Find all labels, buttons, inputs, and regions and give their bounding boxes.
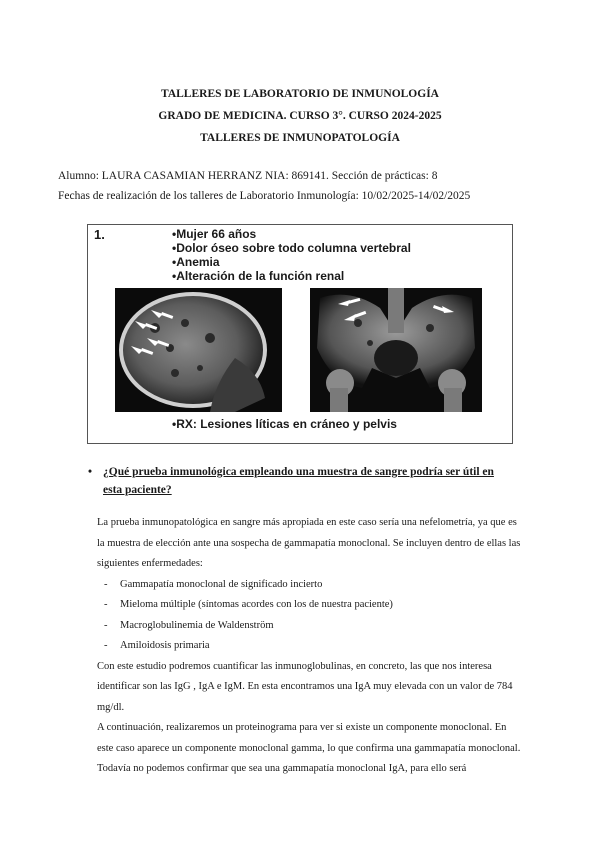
list-item: - Gammapatía monoclonal de significado incierto: [104, 578, 323, 590]
bullet-icon: •: [88, 466, 93, 478]
header-course: GRADO DE MEDICINA. CURSO 3°. CURSO 2024-2025: [158, 110, 442, 122]
answer-paragraph: Con este estudio podremos cuantificar las inmunoglobulinas, en concreto, las que nos interesa identificar son las IgG , IgA e IgM. En esta encontramos una IgA muy elevada con un valor de 784 mg/dl.: [97, 660, 513, 713]
header-subtitle: TALLERES DE INMUNOPATOLOGÍA: [200, 132, 400, 144]
list-item: - Macroglobulinemia de Waldenström: [104, 619, 274, 631]
disease-list: [97, 575, 522, 657]
clinical-case-box: [87, 224, 513, 444]
answer-body: [97, 513, 522, 780]
answer-paragraph: La prueba inmunopatológica en sangre más apropiada en este caso sería una nefelometría, ya que es la muestra de elección ante una sospecha de gammapatía monoclonal. Se incluyen dentro de ellas las siguientes enfermedades:: [97, 517, 521, 569]
symptom-item: •Alteración de la función renal: [172, 269, 345, 283]
symptom-item: •Dolor óseo sobre todo columna vertebral: [172, 241, 411, 255]
symptom-item: •Anemia: [172, 255, 220, 269]
pelvis-xray-image: [310, 288, 482, 412]
student-name-line: Alumno: LAURA CASAMIAN HERRANZ NIA: 869141. Sección de prácticas: 8: [58, 170, 438, 182]
symptom-list: [172, 227, 411, 283]
document-header: [0, 83, 600, 149]
symptom-item: •Mujer 66 años: [172, 227, 257, 241]
skull-xray-image: [115, 288, 282, 412]
xray-caption: •RX: Lesiones líticas en cráneo y pelvis: [172, 417, 397, 431]
answer-paragraph: A continuación, realizaremos un proteinograma para ver si existe un componente monoclonal. En este caso aparece un componente monoclonal gamma, lo que confirma una gammapatía monoclonal.: [97, 722, 521, 754]
workshop-dates-line: Fechas de realización de los talleres de Laboratorio Inmunología: 10/02/2025-14/02/2025: [58, 190, 471, 202]
list-item: - Amiloidosis primaria: [104, 640, 210, 651]
student-info: [58, 166, 528, 206]
answer-paragraph: Todavía no podemos confirmar que sea una gammapatía monoclonal IgA, para ello será: [97, 763, 467, 774]
case-number: 1.: [94, 227, 105, 242]
header-title: TALLERES DE LABORATORIO DE INMUNOLOGÍA: [161, 88, 439, 100]
question-text: ¿Qué prueba inmunológica empleando una muestra de sangre podría ser útil en esta paciente?: [103, 466, 494, 496]
list-item: - Mieloma múltiple (síntomas acordes con los de nuestra paciente): [104, 599, 393, 610]
